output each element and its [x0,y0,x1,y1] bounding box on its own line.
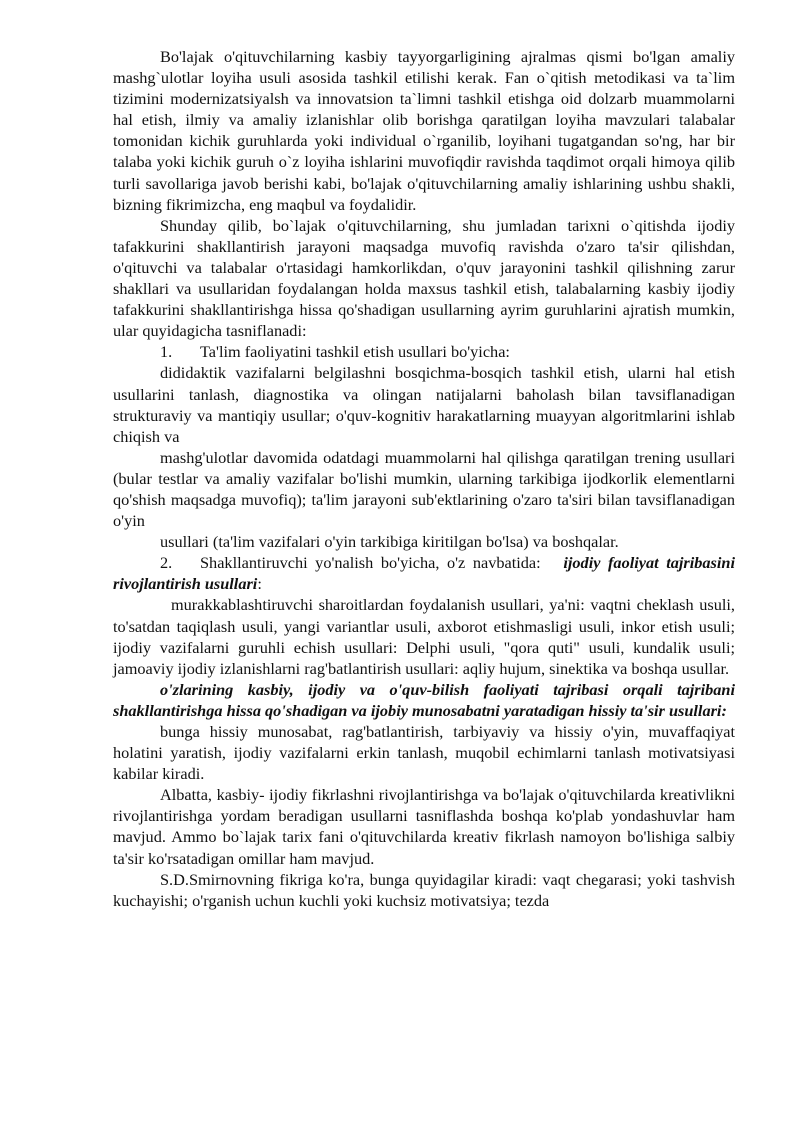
paragraph-10: S.D.Smirnovning fikriga ko'ra, bunga quyidagilar kiradi: vaqt chegarasi; yoki tashvish kuchayishi; o'rganish uchun kuchli yoki kuchsiz motivatsiya; tezda [113,869,735,910]
paragraph-5: usullari (ta'lim vazifalari o'yin tarkibiga kiritilgan bo'lsa) va boshqalar. [160,532,619,552]
paragraph-2: Shunday qilib, bo`lajak o'qituvchilarning, shu jumladan tarixni o`qitishda ijodiy tafakkurini shakllantirish jarayoni maqsadga muvofiq ravishda o'zaro ta'sir qilishdan, o'qituvchi va talabalar o'rtasidagi hamkorlikdan, o'quv jarayonini tashkil qilishning zarur shakllari va usullaridan foydalangan holda maxsus tashkil etish, talabalarning kasbiy ijodiy tafakkurini shakllantirishga hissa qo'shadigan usullarning ayrim guruhlarini ajratish mumkin, ular quyidagicha tasniflanadi: [113,215,735,341]
document-page [113,46,735,911]
paragraph-1: Bo'lajak o'qituvchilarning kasbiy tayyorgarligining ajralmas qismi bo'lgan amaliy mashg`ulotlar loyiha usuli asosida tashkil etilishi kerak. Fan o`qitish metodikasi va ta`lim tizimini modernizatsiyalsh va innovatsion ta`limni tashkil etishga oid dolzarb muammolarni hal etish, ilmiy va amaliy izlanishlar olib borishga qaratilgan loyiha mavzulari talabalar tomonidan kichik guruhlarda yoki individual o`rganilib, loyihani tugatgandan so'ng, har bir talaba yoki kichik guruh o`z loyiha ishlarini muvofiqdir ravishda taqdimot orqali himoya qilib turli savollariga javob berishi kabi, bo'lajak o'qituvchilarning amaliy ishlarining ushbu shakli, bizning fikrimizcha, eng maqbul va foydalidir. [113,47,735,214]
list-item-2 [113,552,735,594]
list-item-1 [113,341,735,362]
paragraph-9: Albatta, kasbiy- ijodiy fikrlashni rivojlantirishga va bo'lajak o'qituvchilarda kreativlikni rivojlantirishga yordam beradigan usullarni tasniflashda boshqa ko'plab yondashuvlar ham mavjud. Ammo bo`lajak tarix fani o'qituvchilarda kreativ fikrlash namoyon bo'lishiga salbiy ta'sir ko'rsatadigan omillar ham mavjud. [113,785,735,868]
list-item-2-text: Shakllantiruvchi yo'nalish bo'yicha, o'z navbatida: [200,553,541,573]
list-item-2-emphasis: ijodiy faoliyat tajribasini rivojlantirish usullari [113,553,735,594]
paragraph-7-emphasis: o'zlarining kasbiy, ijodiy va o'quv-bilish faoliyati tajribasi orqali tajribani shakllantirishga hissa qo'shadigan va ijobiy munosabatni yaratadigan hissiy ta'sir usullari: [113,679,735,720]
list-item-2-number: 2. [160,553,173,573]
paragraph-6: murakkablashtiruvchi sharoitlardan foydalanish usullari, ya'ni: vaqtni cheklash usuli, to'satdan taqiqlash usuli, yangi variantlar usuli, axborot etishmasligi usuli, inkor etish usuli; ijodiy vazifalarni guruhli echish usullari: Delphi usuli, "qora quti" usuli, kundalik usuli; jamoaviy ijodiy izlanishlarni rag'batlantirish usullari: aqliy hujum, sinektika va boshqa usullar. [113,595,735,678]
list-item-1-number: 1. [160,342,173,362]
paragraph-8: bunga hissiy munosabat, rag'batlantirish, tarbiyaviy va hissiy o'yin, muvaffaqiyat holatini yaratish, ijodiy vazifalarni erkin tanlash, muqobil echimlarni tanlash motivatsiyasi kabilar kiradi. [113,722,735,784]
paragraph-4: mashg'ulotlar davomida odatdagi muammolarni hal qilishga qaratilgan trening usullari (bular testlar va amaliy vazifalar bo'lishi mumkin, ularning tarkibiga ijodkorlik elementlarni qo'shish maqsadga muvofiq); ta'lim jarayoni sub'ektlarining o'zaro ta'siri bilan tavsiflanadigan o'yin [113,447,735,531]
list-item-2-tail: : [257,574,262,594]
paragraph-3: dididaktik vazifalarni belgilashni bosqichma-bosqich tashkil etish, ularni hal etish usullarini tanlash, diagnostika va olingan natijalarni baholash bilan tavsiflanadigan strukturaviy va mantiqiy usullar; o'quv-kognitiv harakatlarning muayyan algoritmlarini ishlab chiqish va [113,363,735,446]
list-item-1-text: Ta'lim faoliyatini tashkil etish usullari bo'yicha: [200,342,510,362]
